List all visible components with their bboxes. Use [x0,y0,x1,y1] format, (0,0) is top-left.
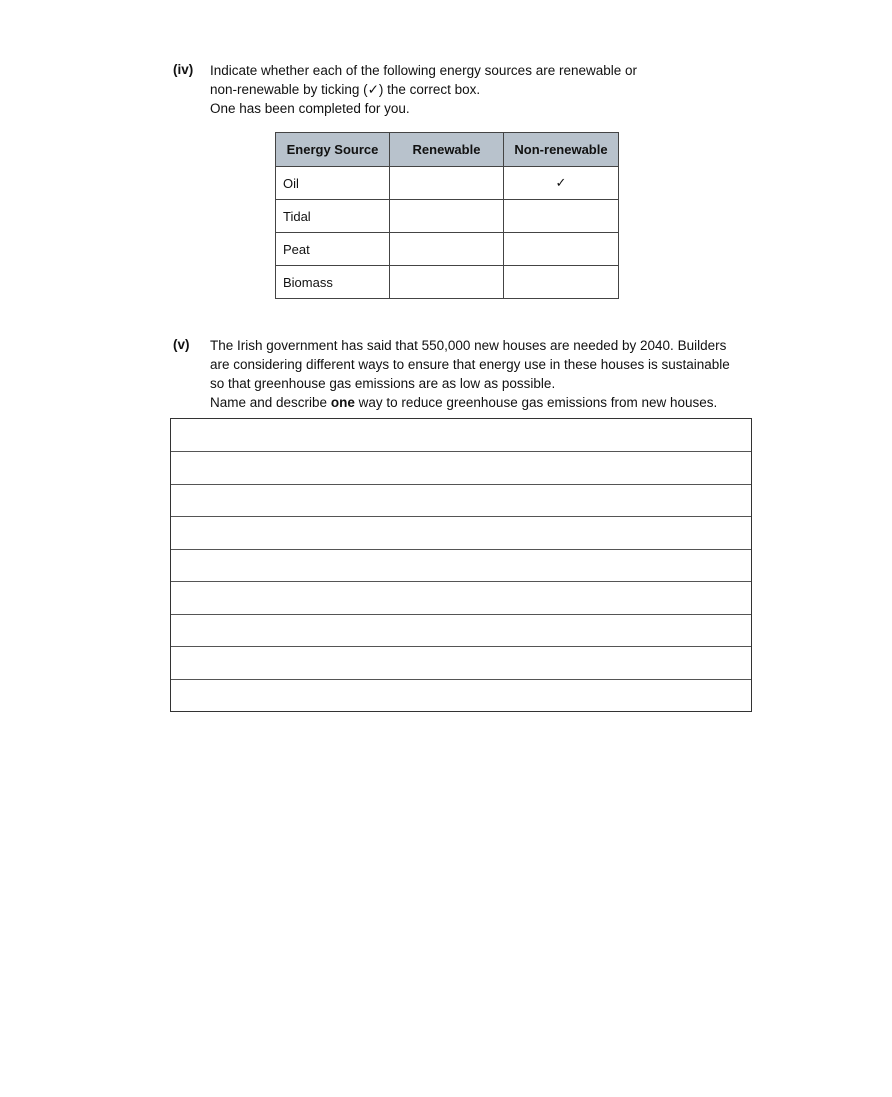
renewable-tick-box[interactable] [390,266,504,299]
table-row [276,167,619,200]
table-row [276,200,619,233]
instruction-before: Name and describe [210,395,331,410]
non-renewable-tick-box[interactable] [504,233,619,266]
instruction-bold: one [330,395,355,410]
header-non-renewable: Non-renewable [504,133,619,167]
question-v-instruction [210,393,730,412]
answer-rule-line [171,451,751,452]
question-iv-label: (iv) [173,62,194,77]
answer-rule-line [171,484,751,485]
question-iv-line-2: non-renewable by ticking (✓) the correct box. [210,82,481,97]
question-iv-line-3: One has been completed for you. [210,101,410,116]
answer-rule-line [171,516,751,517]
header-renewable: Renewable [390,133,504,167]
instruction-after: way to reduce greenhouse gas emissions from new houses. [354,395,718,410]
renewable-tick-box[interactable] [390,167,504,200]
answer-rule-line [171,581,751,582]
energy-source-cell: Biomass [276,266,390,299]
answer-rule-line [171,614,751,615]
answer-rule-line [171,646,751,647]
energy-source-cell: Oil [276,167,390,200]
non-renewable-tick-box[interactable]: ✓ [504,167,619,200]
non-renewable-tick-box[interactable] [504,200,619,233]
question-iv-line-1: Indicate whether each of the following energy sources are renewable or [210,63,638,78]
question-iv-text [210,61,637,118]
table-row [276,233,619,266]
energy-source-cell: Peat [276,233,390,266]
question-v-label: (v) [173,337,190,352]
question-v-text [210,336,730,412]
non-renewable-tick-box[interactable] [504,266,619,299]
question-v-line-3: so that greenhouse gas emissions are as low as possible. [210,376,556,391]
answer-box[interactable] [170,418,752,712]
answer-rule-line [171,549,751,550]
header-energy-source: Energy Source [276,133,390,167]
table-header-row [276,133,619,167]
question-v-line-1: The Irish government has said that 550,000 new houses are needed by 2040. Builders [210,338,727,353]
renewable-tick-box[interactable] [390,233,504,266]
energy-source-table [275,132,619,299]
table-row [276,266,619,299]
question-v-line-2: are considering different ways to ensure that energy use in these houses is sustainable [210,357,730,372]
renewable-tick-box[interactable] [390,200,504,233]
energy-source-cell: Tidal [276,200,390,233]
answer-rule-line [171,679,751,680]
